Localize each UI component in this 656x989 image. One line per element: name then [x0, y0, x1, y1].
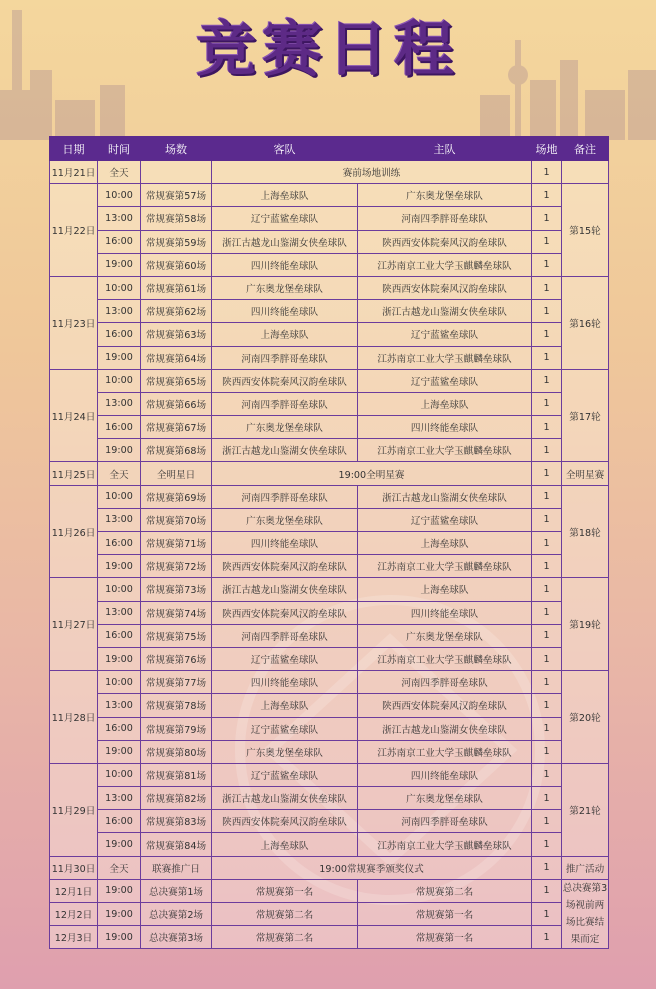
game-label-cell: 常规赛第76场 — [141, 647, 212, 670]
venue-cell: 1 — [532, 879, 562, 902]
table-row — [50, 624, 609, 647]
game-label-cell: 常规赛第61场 — [141, 276, 212, 299]
venue-cell: 1 — [532, 416, 562, 439]
venue-cell: 1 — [532, 184, 562, 207]
time-cell: 19:00 — [98, 926, 141, 949]
table-row — [50, 300, 609, 323]
event-cell: 19:00常规赛季颁奖仪式 — [212, 856, 532, 879]
time-cell: 19:00 — [98, 740, 141, 763]
event-cell: 19:00全明星赛 — [212, 462, 532, 485]
home-team-cell: 陕西西安体院秦风汉韵垒球队 — [358, 230, 532, 253]
note-cell: 第17轮 — [562, 369, 609, 462]
home-team-cell: 四川终能垒球队 — [358, 601, 532, 624]
game-label-cell: 常规赛第69场 — [141, 485, 212, 508]
home-team-cell: 四川终能垒球队 — [358, 763, 532, 786]
time-cell: 19:00 — [98, 346, 141, 369]
venue-cell: 1 — [532, 369, 562, 392]
away-team-cell: 四川终能垒球队 — [212, 300, 358, 323]
away-team-cell: 上海垒球队 — [212, 323, 358, 346]
game-label-cell: 常规赛第78场 — [141, 694, 212, 717]
home-team-cell: 陕西西安体院秦风汉韵垒球队 — [358, 276, 532, 299]
time-cell: 10:00 — [98, 485, 141, 508]
venue-cell: 1 — [532, 555, 562, 578]
game-label-cell: 常规赛第57场 — [141, 184, 212, 207]
table-row — [50, 879, 609, 902]
game-label-cell: 常规赛第80场 — [141, 740, 212, 763]
date-cell: 12月1日 — [50, 879, 98, 902]
away-team-cell: 河南四季胖哥垒球队 — [212, 346, 358, 369]
venue-cell: 1 — [532, 485, 562, 508]
time-cell: 10:00 — [98, 578, 141, 601]
header-home: 主队 — [358, 137, 532, 161]
game-label-cell: 常规赛第70场 — [141, 508, 212, 531]
table-row — [50, 485, 609, 508]
time-cell: 13:00 — [98, 787, 141, 810]
game-label-cell: 全明星日 — [141, 462, 212, 485]
date-cell: 11月24日 — [50, 369, 98, 462]
table-row — [50, 323, 609, 346]
table-row — [50, 903, 609, 926]
home-team-cell: 河南四季胖哥垒球队 — [358, 671, 532, 694]
game-label-cell: 总决赛第3场 — [141, 926, 212, 949]
time-cell: 16:00 — [98, 624, 141, 647]
away-team-cell: 常规赛第一名 — [212, 879, 358, 902]
home-team-cell: 浙江古越龙山鉴湖女侠垒球队 — [358, 485, 532, 508]
date-cell: 12月2日 — [50, 903, 98, 926]
venue-cell: 1 — [532, 276, 562, 299]
away-team-cell: 广东奥龙堡垒球队 — [212, 276, 358, 299]
game-label-cell: 常规赛第60场 — [141, 253, 212, 276]
time-cell: 13:00 — [98, 207, 141, 230]
table-row — [50, 439, 609, 462]
time-cell: 19:00 — [98, 833, 141, 856]
home-team-cell: 辽宁蓝鲨垒球队 — [358, 323, 532, 346]
time-cell: 13:00 — [98, 300, 141, 323]
game-label-cell: 常规赛第79场 — [141, 717, 212, 740]
event-cell: 赛前场地训练 — [212, 161, 532, 184]
home-team-cell: 陕西西安体院秦风汉韵垒球队 — [358, 694, 532, 717]
venue-cell: 1 — [532, 230, 562, 253]
venue-cell: 1 — [532, 856, 562, 879]
home-team-cell: 江苏南京工业大学玉麒麟垒球队 — [358, 555, 532, 578]
date-cell: 11月21日 — [50, 161, 98, 184]
home-team-cell: 江苏南京工业大学玉麒麟垒球队 — [358, 346, 532, 369]
note-cell: 第18轮 — [562, 485, 609, 578]
game-label-cell: 联赛推广日 — [141, 856, 212, 879]
home-team-cell: 广东奥龙堡垒球队 — [358, 787, 532, 810]
note-cell: 全明星赛 — [562, 462, 609, 485]
header-note: 备注 — [562, 137, 609, 161]
home-team-cell: 常规赛第二名 — [358, 879, 532, 902]
venue-cell: 1 — [532, 346, 562, 369]
time-cell: 13:00 — [98, 508, 141, 531]
time-cell: 10:00 — [98, 184, 141, 207]
game-label-cell: 常规赛第62场 — [141, 300, 212, 323]
game-label-cell: 常规赛第71场 — [141, 532, 212, 555]
home-team-cell: 江苏南京工业大学玉麒麟垒球队 — [358, 647, 532, 670]
game-label-cell: 常规赛第73场 — [141, 578, 212, 601]
game-label-cell: 常规赛第65场 — [141, 369, 212, 392]
venue-cell: 1 — [532, 810, 562, 833]
header-time: 时间 — [98, 137, 141, 161]
venue-cell: 1 — [532, 253, 562, 276]
table-row — [50, 601, 609, 624]
home-team-cell: 广东奥龙堡垒球队 — [358, 624, 532, 647]
venue-cell: 1 — [532, 763, 562, 786]
venue-cell: 1 — [532, 300, 562, 323]
date-cell: 12月3日 — [50, 926, 98, 949]
away-team-cell: 浙江古越龙山鉴湖女侠垒球队 — [212, 578, 358, 601]
game-label-cell: 常规赛第58场 — [141, 207, 212, 230]
table-row — [50, 253, 609, 276]
home-team-cell: 河南四季胖哥垒球队 — [358, 810, 532, 833]
game-label-cell: 常规赛第84场 — [141, 833, 212, 856]
note-cell: 第16轮 — [562, 276, 609, 369]
venue-cell: 1 — [532, 462, 562, 485]
venue-cell: 1 — [532, 161, 562, 184]
table-row — [50, 369, 609, 392]
game-label-cell: 常规赛第83场 — [141, 810, 212, 833]
header-game: 场数 — [141, 137, 212, 161]
time-cell: 10:00 — [98, 671, 141, 694]
table-row — [50, 694, 609, 717]
home-team-cell: 广东奥龙堡垒球队 — [358, 184, 532, 207]
note-cell: 第21轮 — [562, 763, 609, 856]
game-label-cell: 总决赛第1场 — [141, 879, 212, 902]
time-cell: 10:00 — [98, 369, 141, 392]
header-away: 客队 — [212, 137, 358, 161]
date-cell: 11月27日 — [50, 578, 98, 671]
home-team-cell: 江苏南京工业大学玉麒麟垒球队 — [358, 740, 532, 763]
venue-cell: 1 — [532, 207, 562, 230]
home-team-cell: 辽宁蓝鲨垒球队 — [358, 508, 532, 531]
home-team-cell: 上海垒球队 — [358, 392, 532, 415]
venue-cell: 1 — [532, 926, 562, 949]
home-team-cell: 浙江古越龙山鉴湖女侠垒球队 — [358, 717, 532, 740]
time-cell: 16:00 — [98, 230, 141, 253]
note-cell: 第20轮 — [562, 671, 609, 764]
away-team-cell: 四川终能垒球队 — [212, 671, 358, 694]
venue-cell: 1 — [532, 694, 562, 717]
time-cell: 全天 — [98, 462, 141, 485]
table-row — [50, 508, 609, 531]
table-row — [50, 184, 609, 207]
table-row — [50, 810, 609, 833]
table-row — [50, 740, 609, 763]
table-row — [50, 392, 609, 415]
table-row — [50, 462, 609, 485]
venue-cell: 1 — [532, 624, 562, 647]
away-team-cell: 四川终能垒球队 — [212, 253, 358, 276]
away-team-cell: 常规赛第二名 — [212, 903, 358, 926]
date-cell: 11月25日 — [50, 462, 98, 485]
game-label-cell: 常规赛第82场 — [141, 787, 212, 810]
away-team-cell: 广东奥龙堡垒球队 — [212, 508, 358, 531]
away-team-cell: 常规赛第二名 — [212, 926, 358, 949]
away-team-cell: 陕西西安体院秦风汉韵垒球队 — [212, 555, 358, 578]
away-team-cell: 上海垒球队 — [212, 833, 358, 856]
game-label-cell: 常规赛第59场 — [141, 230, 212, 253]
table-row — [50, 532, 609, 555]
time-cell: 16:00 — [98, 717, 141, 740]
page-title: 竞赛日程 — [196, 15, 460, 85]
game-label-cell: 常规赛第63场 — [141, 323, 212, 346]
away-team-cell: 辽宁蓝鲨垒球队 — [212, 207, 358, 230]
schedule-body — [50, 161, 609, 949]
away-team-cell: 浙江古越龙山鉴湖女侠垒球队 — [212, 439, 358, 462]
table-row — [50, 207, 609, 230]
game-label-cell: 常规赛第74场 — [141, 601, 212, 624]
away-team-cell: 上海垒球队 — [212, 694, 358, 717]
time-cell: 全天 — [98, 856, 141, 879]
home-team-cell: 四川终能垒球队 — [358, 416, 532, 439]
table-row — [50, 926, 609, 949]
venue-cell: 1 — [532, 532, 562, 555]
table-row — [50, 856, 609, 879]
time-cell: 19:00 — [98, 647, 141, 670]
table-row — [50, 671, 609, 694]
away-team-cell: 陕西西安体院秦风汉韵垒球队 — [212, 601, 358, 624]
note-cell: 推广活动 — [562, 856, 609, 879]
time-cell: 10:00 — [98, 763, 141, 786]
venue-cell: 1 — [532, 647, 562, 670]
date-cell: 11月28日 — [50, 671, 98, 764]
away-team-cell: 浙江古越龙山鉴湖女侠垒球队 — [212, 787, 358, 810]
home-team-cell: 上海垒球队 — [358, 578, 532, 601]
venue-cell: 1 — [532, 439, 562, 462]
time-cell: 19:00 — [98, 555, 141, 578]
time-cell: 16:00 — [98, 810, 141, 833]
table-row — [50, 346, 609, 369]
home-team-cell: 常规赛第一名 — [358, 926, 532, 949]
venue-cell: 1 — [532, 717, 562, 740]
note-cell — [562, 161, 609, 184]
venue-cell: 1 — [532, 578, 562, 601]
venue-cell: 1 — [532, 323, 562, 346]
table-row — [50, 161, 609, 184]
away-team-cell: 四川终能垒球队 — [212, 532, 358, 555]
home-team-cell: 江苏南京工业大学玉麒麟垒球队 — [358, 833, 532, 856]
away-team-cell: 辽宁蓝鲨垒球队 — [212, 717, 358, 740]
away-team-cell: 广东奥龙堡垒球队 — [212, 740, 358, 763]
away-team-cell: 辽宁蓝鲨垒球队 — [212, 763, 358, 786]
time-cell: 19:00 — [98, 903, 141, 926]
game-label-cell: 常规赛第77场 — [141, 671, 212, 694]
home-team-cell: 浙江古越龙山鉴湖女侠垒球队 — [358, 300, 532, 323]
table-header-row — [50, 137, 609, 161]
away-team-cell: 上海垒球队 — [212, 184, 358, 207]
venue-cell: 1 — [532, 833, 562, 856]
away-team-cell: 浙江古越龙山鉴湖女侠垒球队 — [212, 230, 358, 253]
time-cell: 13:00 — [98, 601, 141, 624]
time-cell: 13:00 — [98, 694, 141, 717]
table-row — [50, 787, 609, 810]
game-label-cell — [141, 161, 212, 184]
away-team-cell: 辽宁蓝鲨垒球队 — [212, 647, 358, 670]
table-row — [50, 717, 609, 740]
venue-cell: 1 — [532, 671, 562, 694]
table-row — [50, 647, 609, 670]
time-cell: 10:00 — [98, 276, 141, 299]
table-row — [50, 276, 609, 299]
note-cell: 第19轮 — [562, 578, 609, 671]
game-label-cell: 常规赛第67场 — [141, 416, 212, 439]
header-date: 日期 — [50, 137, 98, 161]
date-cell: 11月29日 — [50, 763, 98, 856]
table-row — [50, 763, 609, 786]
venue-cell: 1 — [532, 903, 562, 926]
venue-cell: 1 — [532, 392, 562, 415]
venue-cell: 1 — [532, 601, 562, 624]
home-team-cell: 江苏南京工业大学玉麒麟垒球队 — [358, 253, 532, 276]
venue-cell: 1 — [532, 740, 562, 763]
table-row — [50, 416, 609, 439]
table-row — [50, 578, 609, 601]
date-cell: 11月30日 — [50, 856, 98, 879]
time-cell: 16:00 — [98, 416, 141, 439]
game-label-cell: 常规赛第81场 — [141, 763, 212, 786]
table-row — [50, 833, 609, 856]
game-label-cell: 常规赛第68场 — [141, 439, 212, 462]
header-venue: 场地 — [532, 137, 562, 161]
note-cell: 第15轮 — [562, 184, 609, 277]
time-cell: 19:00 — [98, 879, 141, 902]
finals-note-cell: 总决赛第3场视前两场比赛结果而定 — [562, 879, 609, 949]
game-label-cell: 常规赛第72场 — [141, 555, 212, 578]
home-team-cell: 上海垒球队 — [358, 532, 532, 555]
game-label-cell: 常规赛第66场 — [141, 392, 212, 415]
date-cell: 11月26日 — [50, 485, 98, 578]
time-cell: 16:00 — [98, 323, 141, 346]
away-team-cell: 陕西西安体院秦风汉韵垒球队 — [212, 369, 358, 392]
away-team-cell: 陕西西安体院秦风汉韵垒球队 — [212, 810, 358, 833]
time-cell: 19:00 — [98, 439, 141, 462]
home-team-cell: 河南四季胖哥垒球队 — [358, 207, 532, 230]
time-cell: 16:00 — [98, 532, 141, 555]
table-row — [50, 230, 609, 253]
away-team-cell: 河南四季胖哥垒球队 — [212, 392, 358, 415]
venue-cell: 1 — [532, 508, 562, 531]
time-cell: 19:00 — [98, 253, 141, 276]
schedule-table — [49, 136, 609, 949]
away-team-cell: 河南四季胖哥垒球队 — [212, 624, 358, 647]
date-cell: 11月23日 — [50, 276, 98, 369]
game-label-cell: 总决赛第2场 — [141, 903, 212, 926]
home-team-cell: 辽宁蓝鲨垒球队 — [358, 369, 532, 392]
home-team-cell: 常规赛第一名 — [358, 903, 532, 926]
away-team-cell: 广东奥龙堡垒球队 — [212, 416, 358, 439]
time-cell: 全天 — [98, 161, 141, 184]
game-label-cell: 常规赛第75场 — [141, 624, 212, 647]
away-team-cell: 河南四季胖哥垒球队 — [212, 485, 358, 508]
date-cell: 11月22日 — [50, 184, 98, 277]
table-row — [50, 555, 609, 578]
home-team-cell: 江苏南京工业大学玉麒麟垒球队 — [358, 439, 532, 462]
time-cell: 13:00 — [98, 392, 141, 415]
venue-cell: 1 — [532, 787, 562, 810]
game-label-cell: 常规赛第64场 — [141, 346, 212, 369]
